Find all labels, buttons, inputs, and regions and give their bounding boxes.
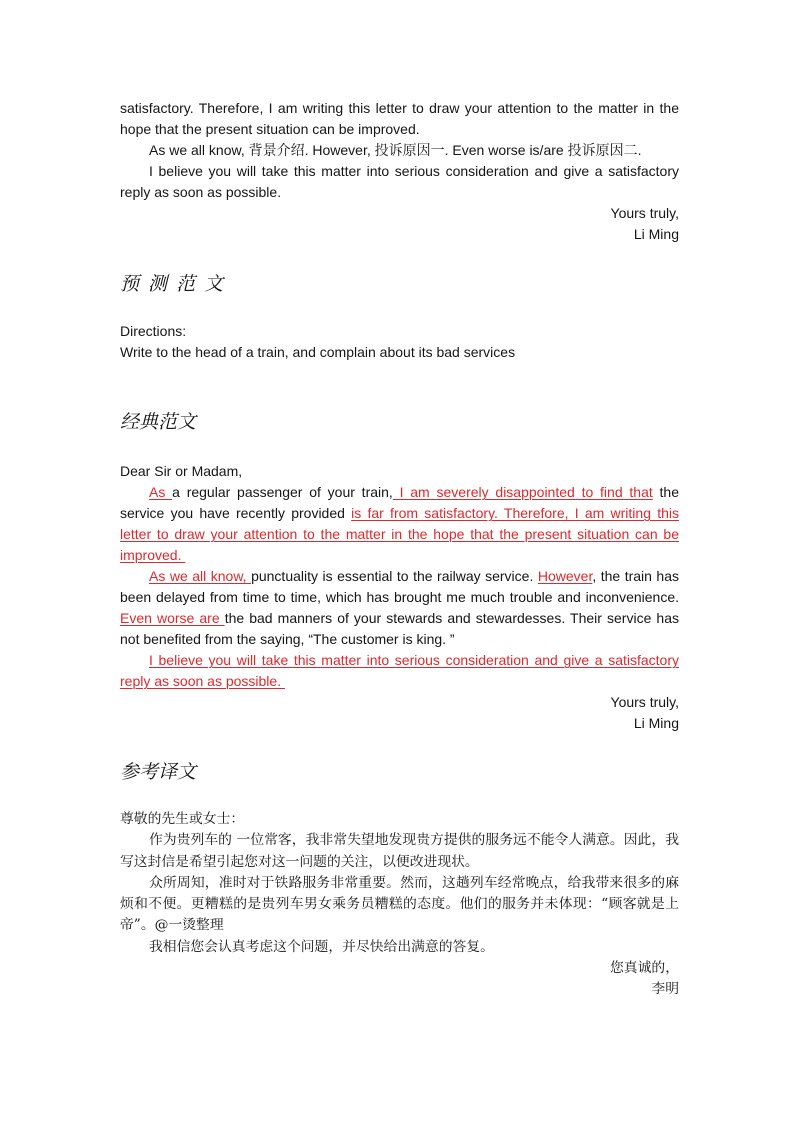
template-line: I believe you will take this matter into serious consideration and give a satisfactory [149, 163, 679, 179]
phrase-segment: the bad manners of your stewards and stewardesses. Their service has [224, 610, 679, 626]
template-letter [120, 98, 679, 245]
model-essay [120, 461, 679, 734]
translation [120, 809, 679, 1001]
essay-line [120, 650, 679, 671]
phrase-segment: a regular passenger of your train, [172, 484, 393, 500]
sign-off: Yours truly, [610, 694, 679, 710]
essay-line [120, 608, 679, 629]
essay-line [120, 629, 679, 650]
section-heading-model-essay: 经典范文 [120, 411, 197, 433]
document-page [120, 98, 679, 1001]
essay-line [120, 671, 679, 692]
salutation: 尊敬的先生或女士： [120, 811, 245, 827]
translation-line: 众所周知，准时对于铁路服务非常重要。然而，这趟列车经常晚点，给我带来很多的麻 [149, 874, 679, 891]
template-line: As we all know, 背景介绍. However, 投诉原因一. Even worse is/are 投诉原因二. [149, 142, 642, 158]
phrase-segment: letter to draw your attention to the matter in the hope that the present situation can be [120, 526, 679, 542]
template-line: satisfactory. Therefore, I am writing this letter to draw your attention to the matter in the [120, 100, 679, 116]
sign-off: Yours truly, [610, 205, 679, 221]
signature: Li Ming [633, 715, 679, 731]
phrase-segment: punctuality is essential to the railway service. [251, 568, 538, 584]
essay-line [120, 482, 679, 503]
phrase-segment: As we all know, [149, 568, 252, 584]
phrase-segment: However [537, 568, 593, 584]
phrase-segment: is far from satisfactory. Therefore, I am writing this [351, 505, 679, 521]
template-line: hope that the present situation can be improved. [120, 121, 420, 137]
signature: 李明 [651, 981, 679, 998]
translation-line: 写这封信是希望引起您对这一问题的关注，以便改进现状。 [120, 853, 479, 870]
sign-off: 您真诚的， [610, 960, 679, 977]
translation-line: 帝”。@一烫整理 [120, 917, 224, 934]
section-heading-translation: 参考译文 [120, 761, 197, 783]
phrase-segment: been delayed from time to time, which has brought me much trouble and inconvenience. [120, 589, 679, 605]
phrase-segment: I believe you will take this matter into serious consideration and give a satisfactory [149, 652, 679, 668]
phrase-segment: not benefited from the saying, “The customer is king. ” [120, 631, 455, 647]
phrase-segment: service you have recently provided [120, 505, 352, 521]
template-line: reply as soon as possible. [120, 184, 282, 200]
essay-line [120, 545, 679, 566]
phrase-segment: improved. [120, 547, 186, 563]
signature: Li Ming [633, 226, 679, 242]
directions-block [120, 321, 679, 363]
directions-label: Directions: [120, 323, 187, 339]
phrase-segment: As [149, 484, 173, 500]
phrase-segment: Even worse are [120, 610, 225, 626]
translation-line: 我相信您会认真考虑这个问题，并尽快给出满意的答复。 [149, 938, 494, 955]
translation-line: 烦和不便。更糟糕的是贵列车男女乘务员糟糕的态度。他们的服务并未体现：“顾客就是上 [120, 896, 679, 913]
section-heading-prediction: 预 测 范 文 [120, 273, 224, 295]
translation-line: 作为贵列车的 一位常客，我非常失望地发现贵方提供的服务远不能令人满意。因此，我 [149, 832, 679, 849]
phrase-segment: reply as soon as possible. [120, 673, 285, 689]
essay-line [120, 587, 679, 608]
phrase-segment: , the train has [592, 568, 680, 584]
essay-line [120, 503, 679, 524]
directions-text: Write to the head of a train, and complain about its bad services [120, 344, 516, 360]
essay-line [120, 524, 679, 545]
salutation: Dear Sir or Madam, [120, 463, 243, 479]
phrase-segment: I am severely disappointed to find that [392, 484, 653, 500]
phrase-segment: the [652, 484, 679, 500]
essay-line [120, 566, 679, 587]
